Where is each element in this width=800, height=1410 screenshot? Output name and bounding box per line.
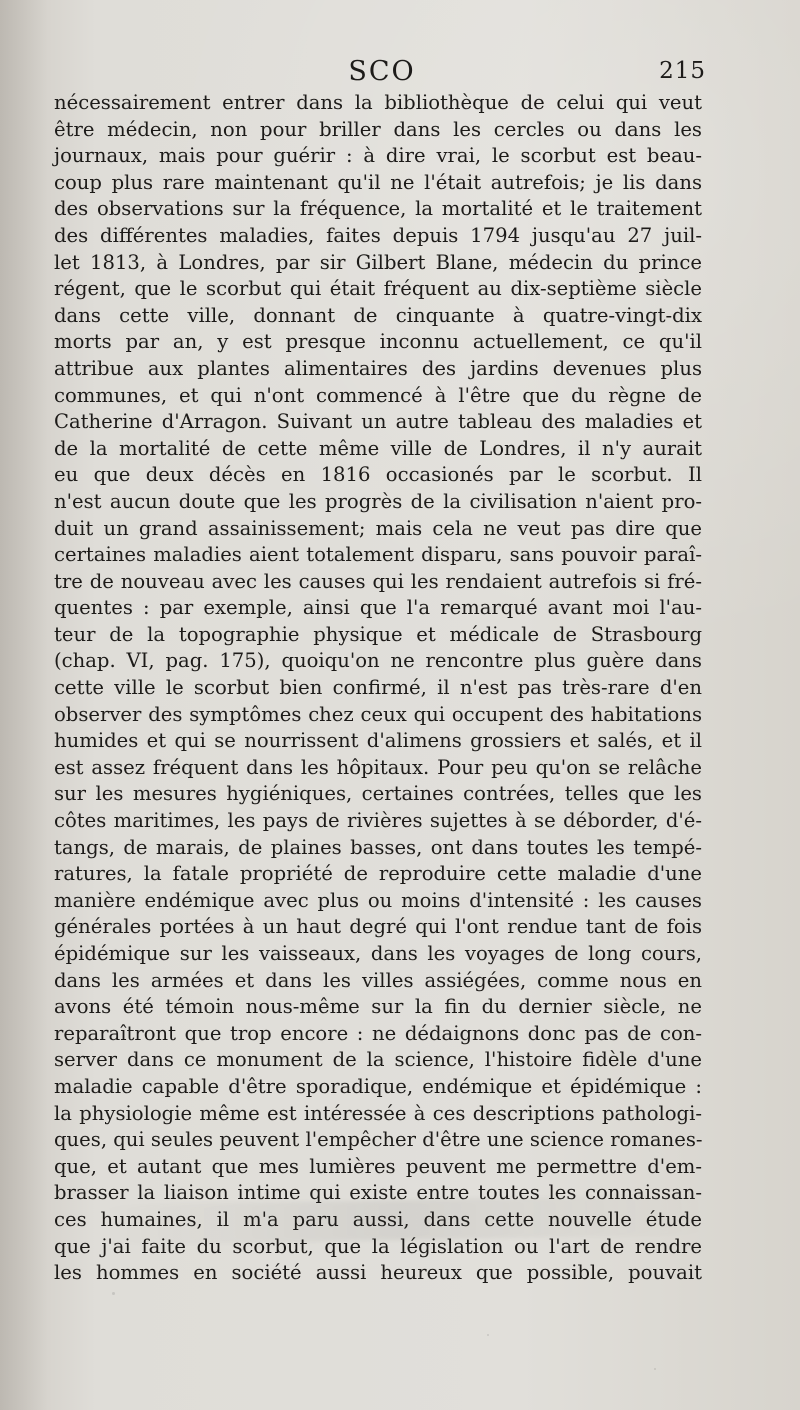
body-line: morts par an, y est presque inconnu actuellement, ce qu'il xyxy=(54,330,702,354)
body-line: la physiologie même est intéressée à ces descriptions pathologi- xyxy=(54,1101,702,1125)
body-line: communes, et qui n'ont commencé à l'être que du règne de xyxy=(54,383,702,407)
body-line: que, et autant que mes lumières peuvent me permettre d'em- xyxy=(54,1154,702,1178)
body-line: teur de la topographie physique et médicale de Strasbourg xyxy=(54,622,702,646)
body-line: côtes maritimes, les pays de rivières sujettes à se déborder, d'é- xyxy=(54,809,702,833)
paper-speck xyxy=(487,1334,489,1336)
body-line: humides et qui se nourrissent d'alimens grossiers et salés, et il xyxy=(54,729,702,753)
body-line: observer des symptômes chez ceux qui occupent des habitations xyxy=(54,702,702,726)
body-line: maladie capable d'être sporadique, endémique et épidémique : xyxy=(54,1074,702,1098)
body-line: attribue aux plantes alimentaires des jardins devenues plus xyxy=(54,356,702,380)
body-line: avons été témoin nous-même sur la fin du dernier siècle, ne xyxy=(54,995,702,1019)
body-line: journaux, mais pour guérir : à dire vrai, le scorbut est beau- xyxy=(54,144,702,168)
body-line: (chap. VI, pag. 175), quoiqu'on ne rencontre plus guère dans xyxy=(54,649,702,673)
body-line: régent, que le scorbut qui était fréquent au dix-septième siècle xyxy=(54,277,702,301)
body-line: épidémique sur les vaisseaux, dans les voyages de long cours, xyxy=(54,942,702,965)
body-line: quentes : par exemple, ainsi que l'a remarqué avant moi l'au- xyxy=(54,596,702,620)
body-line: les hommes en société aussi heureux que possible, pouvait xyxy=(54,1261,702,1285)
body-line: des observations sur la fréquence, la mortalité et le traitement xyxy=(54,197,702,221)
body-line: let 1813, à Londres, par sir Gilbert Blane, médecin du prince xyxy=(54,250,702,274)
body-line: de la mortalité de cette même ville de Londres, il n'y aurait xyxy=(54,436,702,460)
body-line: reparaîtront que trop encore : ne dédaignons donc pas de con- xyxy=(54,1021,702,1045)
running-head: SCO xyxy=(348,56,416,87)
body-line: cette ville le scorbut bien confirmé, il n'est pas très-rare d'en xyxy=(54,676,702,700)
body-line: ces humaines, il m'a paru aussi, dans cette nouvelle étude xyxy=(54,1207,702,1231)
body-line: eu que deux décès en 1816 occasionés par le scorbut. Il xyxy=(54,463,702,487)
body-text xyxy=(54,90,702,1287)
body-line: nécessairement entrer dans la bibliothèque de celui qui veut xyxy=(54,91,702,114)
body-line: ques, qui seules peuvent l'empêcher d'être une science romanes- xyxy=(54,1128,703,1152)
body-line: est assez fréquent dans les hôpitaux. Pour peu qu'on se relâche xyxy=(54,755,702,779)
body-line: tre de nouveau avec les causes qui les rendaient autrefois si fré- xyxy=(54,569,702,593)
body-line: que j'ai faite du scorbut, que la législation ou l'art de rendre xyxy=(54,1234,702,1258)
body-line: des différentes maladies, faites depuis 1794 jusqu'au 27 juil- xyxy=(54,223,702,247)
body-line: Catherine d'Arragon. Suivant un autre tableau des maladies et xyxy=(54,410,702,434)
body-line: sur les mesures hygiéniques, certaines contrées, telles que les xyxy=(54,782,702,806)
body-line: ratures, la fatale propriété de reproduire cette maladie d'une xyxy=(54,862,702,886)
body-line: duit un grand assainissement; mais cela ne veut pas dire que xyxy=(54,516,702,540)
body-line: manière endémique avec plus ou moins d'intensité : les causes xyxy=(54,888,702,912)
body-line: générales portées à un haut degré qui l'ont rendue tant de fois xyxy=(54,915,702,939)
body-line: brasser la liaison intime qui existe entre toutes les connaissan- xyxy=(54,1181,702,1205)
body-line: être médecin, non pour briller dans les cercles ou dans les xyxy=(54,117,702,141)
body-line: certaines maladies aient totalement disparu, sans pouvoir paraî- xyxy=(54,543,702,567)
body-line: coup plus rare maintenant qu'il ne l'était autrefois; je lis dans xyxy=(54,170,702,194)
page-number: 215 xyxy=(659,58,706,84)
body-line: dans cette ville, donnant de cinquante à quatre-vingt-dix xyxy=(54,303,702,327)
paper-speck xyxy=(112,1292,115,1295)
body-line: server dans ce monument de la science, l'histoire fidèle d'une xyxy=(54,1048,702,1072)
body-line: n'est aucun doute que les progrès de la civilisation n'aient pro- xyxy=(54,489,702,513)
body-line: dans les armées et dans les villes assiégées, comme nous en xyxy=(54,968,702,992)
body-line: tangs, de marais, de plaines basses, ont dans toutes les tempé- xyxy=(54,835,702,859)
paper-speck xyxy=(654,1368,656,1370)
